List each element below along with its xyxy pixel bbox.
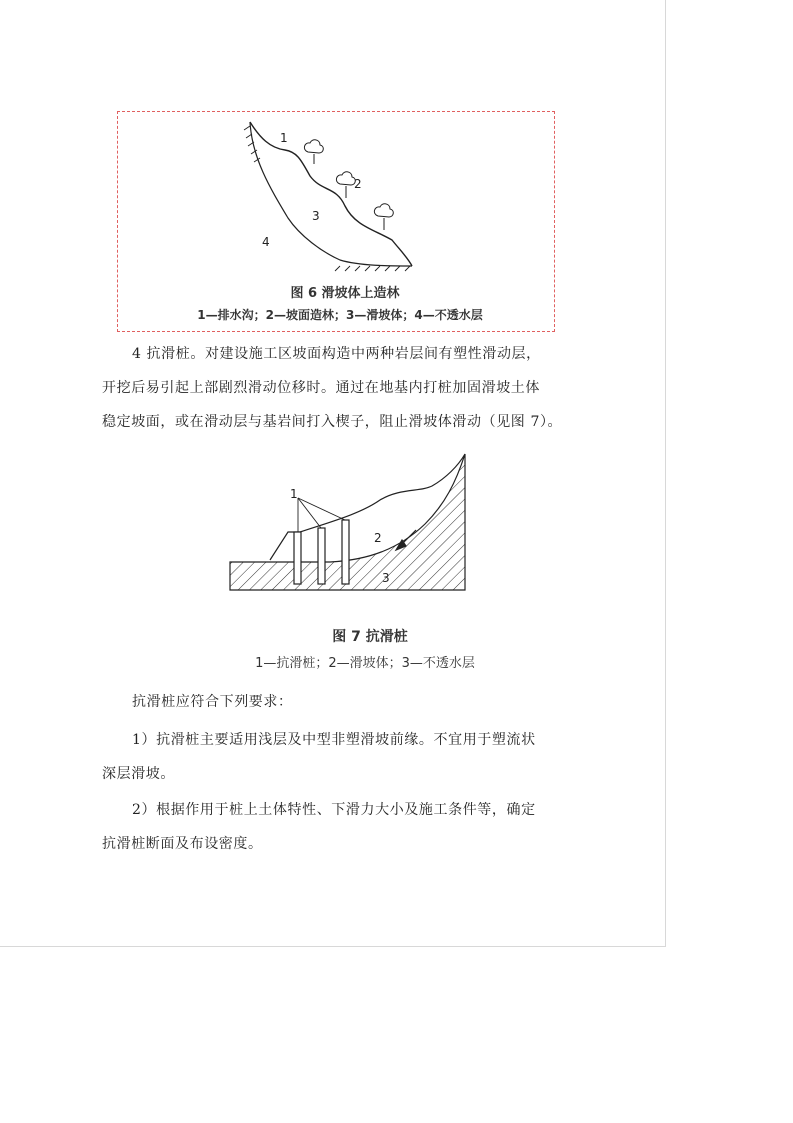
requirements-intro: 抗滑桩应符合下列要求： <box>132 694 293 710</box>
figure-7-illustration <box>210 448 480 618</box>
section-4-line-1: 4 抗滑桩。对建设施工区坡面构造中两种岩层间有塑性滑动层， <box>132 346 541 362</box>
figure-6-label-3: 3 <box>312 209 320 223</box>
requirement-1-line-1: 1）抗滑桩主要适用浅层及中型非塑滑坡前缘。不宜用于塑流状 <box>132 732 536 748</box>
section-4-line-2: 开挖后易引起上部剧烈滑动位移时。通过在地基内打桩加固滑坡土体 <box>102 380 540 396</box>
requirement-1-line-2: 深层滑坡。 <box>102 766 175 782</box>
section-4-line-3: 稳定坡面，或在滑动层与基岩间打入楔子，阻止滑坡体滑动（见图 7）。 <box>102 414 563 430</box>
figure-6-label-1: 1 <box>280 131 288 145</box>
figure-6-caption-title: 图 6 滑坡体上造林 <box>290 286 400 301</box>
figure-7-label-3: 3 <box>382 571 390 585</box>
figure-7-label-1: 1 <box>290 487 298 501</box>
figure-6-label-4: 4 <box>262 235 270 249</box>
figure-7-caption-title: 图 7 抗滑桩 <box>332 629 408 645</box>
requirement-2-line-1: 2）根据作用于桩上土体特性、下滑力大小及施工条件等，确定 <box>132 802 536 818</box>
figure-7-label-2: 2 <box>374 531 382 545</box>
figure-6-caption-legend: 1—排水沟；2—坡面造林；3—滑坡体；4—不透水层 <box>197 308 483 322</box>
figure-6-illustration <box>240 118 430 278</box>
figure-7-caption-legend: 1—抗滑桩；2—滑坡体；3—不透水层 <box>255 656 475 671</box>
figure-6-label-2: 2 <box>354 177 362 191</box>
requirement-2-line-2: 抗滑桩断面及布设密度。 <box>102 836 263 852</box>
